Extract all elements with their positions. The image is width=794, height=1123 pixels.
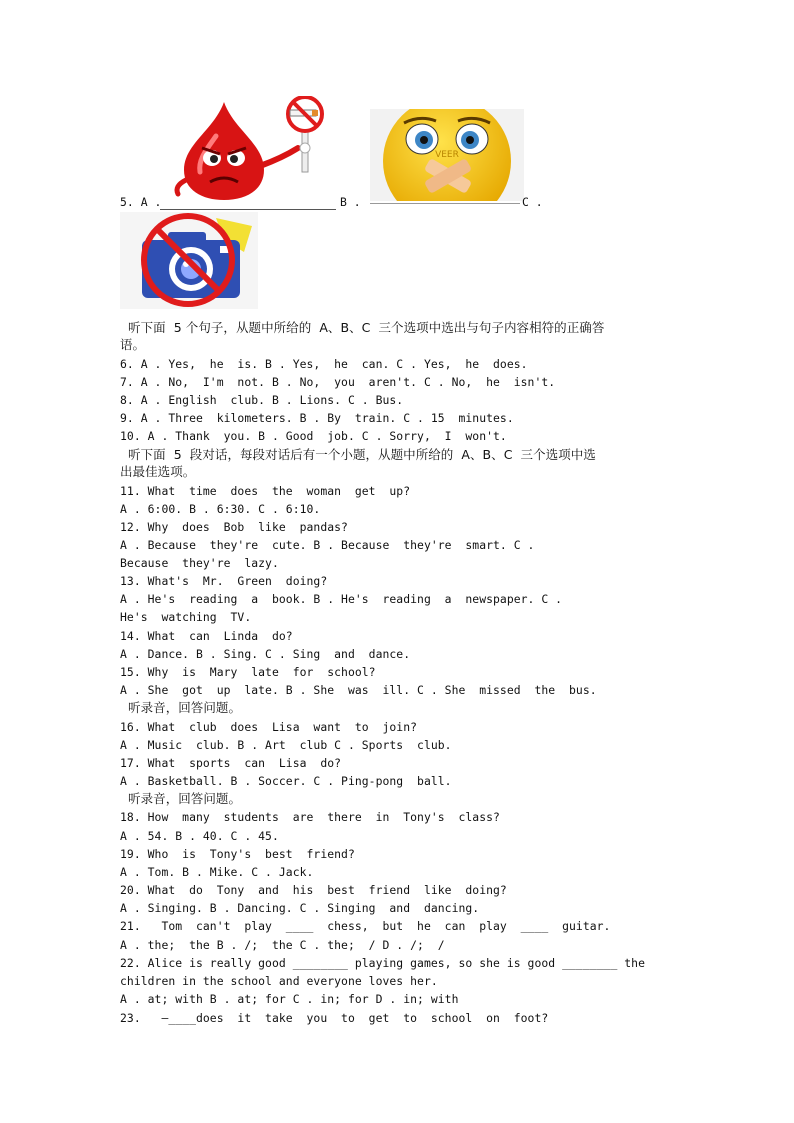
dialog-line: A . He's reading a book. B . He's reading a newspaper. C . [120, 592, 563, 606]
q5-label-b: B . [340, 195, 361, 209]
recording-2-line: A . at; with B . at; for C . in; for D . in; with [120, 992, 459, 1006]
watermark-text: VEER [435, 150, 459, 160]
recording-2-line: 21. Tom can't play ____ chess, but he can play ____ guitar. [120, 919, 611, 933]
dialog-line: 13. What's Mr. Green doing? [120, 574, 328, 588]
recording-1-line: A . Music club. B . Art club C . Sports club. [120, 738, 452, 752]
recording-2-line: 19. Who is Tony's best friend? [120, 847, 355, 861]
recording-2-line: 20. What do Tony and his best friend like doing? [120, 883, 507, 897]
section-heading-recording-2: 听录音，回答问题。 [120, 791, 241, 806]
recording-2-line: A . Tom. B . Mike. C . Jack. [120, 865, 314, 879]
question-9: 9. A . Three kilometers. B . By train. C . 15 minutes. [120, 411, 514, 425]
dialog-line: 14. What can Linda do? [120, 629, 293, 643]
underline-b [370, 203, 520, 204]
recording-2-line: 22. Alice is really good ________ playing games, so she is good ________ the [120, 956, 645, 970]
dialog-line: A . 6:00. B . 6:30. C . 6:10. [120, 502, 321, 516]
no-camera-icon [120, 212, 258, 309]
image-b-taped-mouth [370, 109, 524, 201]
dialog-line: Because they're lazy. [120, 556, 279, 570]
question-7: 7. A . No, I'm not. B . No, you aren't. C . No, he isn't. [120, 375, 556, 389]
no-smoking-blood-drop-icon [172, 96, 338, 200]
dialog-line: A . Dance. B . Sing. C . Sing and dance. [120, 647, 411, 661]
dialog-line: A . Because they're cute. B . Because they're smart. C . [120, 538, 535, 552]
dialog-line: 12. Why does Bob like pandas? [120, 520, 348, 534]
recording-2-line: A . Singing. B . Dancing. C . Singing and dancing. [120, 901, 480, 915]
recording-2-line: A . the; the B . /; the C . the; / D . /; / [120, 938, 445, 952]
section-heading-sentences-cont: 语。 [120, 337, 146, 352]
section-heading-dialogs: 听下面 5 段对话，每段对话后有一个小题，从题中所给的 A、B、C 三个选项中选 [120, 447, 596, 462]
section-heading-recording-1: 听录音，回答问题。 [120, 700, 241, 715]
recording-1-line: 16. What club does Lisa want to join? [120, 720, 418, 734]
taped-mouth-emoji-icon [370, 109, 524, 201]
recording-2-line: A . 54. B . 40. C . 45. [120, 829, 279, 843]
recording-2-line: children in the school and everyone loves her. [120, 974, 438, 988]
dialog-line: A . She got up late. B . She was ill. C . She missed the bus. [120, 683, 597, 697]
recording-1-line: A . Basketball. B . Soccer. C . Ping-pong ball. [120, 774, 452, 788]
recording-2-line: 18. How many students are there in Tony's class? [120, 810, 500, 824]
dialog-line: He's watching TV. [120, 610, 252, 624]
underline-a [160, 209, 336, 210]
dialog-line: 11. What time does the woman get up? [120, 484, 411, 498]
recording-2-line: 23. —____does it take you to get to school on foot? [120, 1011, 549, 1025]
image-a-no-smoking [172, 96, 338, 200]
q5-label-c: C . [522, 195, 543, 209]
question-8: 8. A . English club. B . Lions. C . Bus. [120, 393, 404, 407]
section-heading-sentences: 听下面 5 个句子，从题中所给的 A、B、C 三个选项中选出与句子内容相符的正确答 [120, 320, 605, 335]
q5-label-a: 5. A . [120, 195, 162, 209]
section-heading-dialogs-cont: 出最佳选项。 [120, 464, 196, 479]
dialog-line: 15. Why is Mary late for school? [120, 665, 376, 679]
question-10: 10. A . Thank you. B . Good job. C . Sorry, I won't. [120, 429, 507, 443]
recording-1-line: 17. What sports can Lisa do? [120, 756, 342, 770]
image-c-no-camera [120, 212, 258, 309]
question-6: 6. A . Yes, he is. B . Yes, he can. C . Yes, he does. [120, 357, 528, 371]
